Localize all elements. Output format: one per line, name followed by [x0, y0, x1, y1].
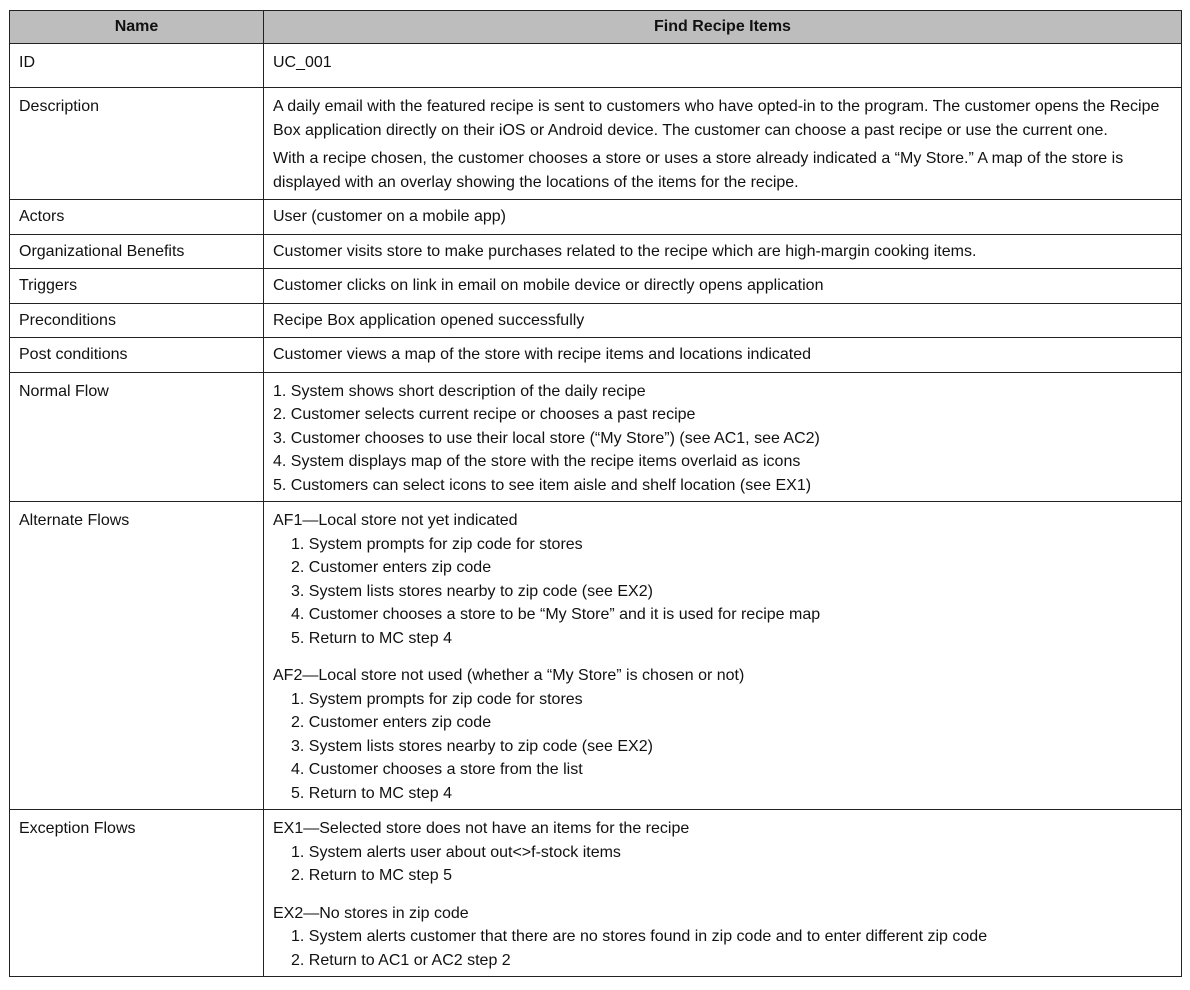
spacer — [273, 650, 1172, 664]
row-id — [10, 44, 1182, 88]
row-label: Triggers — [10, 269, 264, 304]
row-value — [264, 502, 1182, 810]
ex1-title: EX1—Selected store does not have an items for the recipe — [273, 820, 690, 837]
ex1-step: 1. System alerts user about out<>f-stock items — [291, 843, 621, 861]
row-value — [264, 810, 1182, 977]
row-postconditions — [10, 338, 1182, 373]
ex2-title: EX2—No stores in zip code — [273, 904, 469, 922]
row-value — [264, 372, 1182, 502]
row-label: Preconditions — [10, 303, 264, 338]
row-label: Actors — [10, 200, 264, 235]
row-value: Customer visits store to make purchases related to the recipe which are high-margin cooking items. — [264, 234, 1182, 269]
row-value: UC_001 — [264, 44, 1182, 88]
row-alternate-flows — [10, 502, 1182, 810]
af2-step: 4. Customer chooses a store from the list — [291, 761, 583, 778]
af2-step: 2. Customer enters zip code — [291, 714, 492, 731]
row-label: Description — [10, 88, 264, 200]
description-paragraph-1: A daily email with the featured recipe is sent to customers who have opted-in to the program. The customer opens the Recipe Box application directly on their iOS or Android device. The customer can choose a past recipe or use the current one. — [273, 98, 1160, 139]
af2-step: 5. Return to MC step 4 — [291, 784, 452, 802]
af1-step: 4. Customer chooses a store to be “My Store” and it is used for recipe map — [291, 606, 821, 623]
spacer — [273, 888, 1172, 902]
normal-flow-step: 1. System shows short description of the daily recipe — [273, 382, 646, 400]
row-triggers — [10, 269, 1182, 304]
af2-step: 3. System lists stores nearby to zip code (see EX2) — [291, 737, 653, 755]
row-label: Organizational Benefits — [10, 234, 264, 269]
normal-flow-step: 2. Customer selects current recipe or chooses a past recipe — [273, 406, 696, 423]
description-paragraph-2: With a recipe chosen, the customer chooses a store or uses a store already indicated a “My Store.” A map of the store is displayed with an overlay showing the locations of the items for the recipe. — [273, 150, 1124, 191]
af1-step: 5. Return to MC step 4 — [291, 629, 452, 647]
normal-flow-step: 4. System displays map of the store with the recipe items overlaid as icons — [273, 453, 801, 470]
row-value: User (customer on a mobile app) — [264, 200, 1182, 235]
row-label: Alternate Flows — [10, 502, 264, 810]
af2-title: AF2—Local store not used (whether a “My Store” is chosen or not) — [273, 667, 745, 684]
header-name: Name — [10, 11, 264, 44]
row-value — [264, 88, 1182, 200]
row-label: ID — [10, 44, 264, 88]
normal-flow-step: 3. Customer chooses to use their local store (“My Store”) (see AC1, see AC2) — [273, 429, 820, 447]
row-preconditions — [10, 303, 1182, 338]
af1-title: AF1—Local store not yet indicated — [273, 512, 518, 529]
row-value: Customer views a map of the store with recipe items and locations indicated — [264, 338, 1182, 373]
row-organizational-benefits — [10, 234, 1182, 269]
row-normal-flow — [10, 372, 1182, 502]
use-case-table-container — [9, 10, 1181, 977]
af1-step: 1. System prompts for zip code for stores — [291, 535, 583, 553]
af1-step: 2. Customer enters zip code — [291, 559, 492, 576]
ex1-step: 2. Return to MC step 5 — [291, 867, 452, 884]
row-label: Normal Flow — [10, 372, 264, 502]
ex2-step: 1. System alerts customer that there are no stores found in zip code and to enter different zip code — [291, 928, 988, 945]
normal-flow-step: 5. Customers can select icons to see item aisle and shelf location (see EX1) — [273, 476, 812, 494]
af2-step: 1. System prompts for zip code for stores — [291, 690, 583, 708]
ex2-step: 2. Return to AC1 or AC2 step 2 — [291, 951, 511, 969]
header-row — [10, 11, 1182, 44]
use-case-table — [9, 10, 1182, 977]
header-title: Find Recipe Items — [264, 11, 1182, 44]
af1-step: 3. System lists stores nearby to zip code (see EX2) — [291, 582, 653, 600]
row-value: Recipe Box application opened successfully — [264, 303, 1182, 338]
row-value: Customer clicks on link in email on mobile device or directly opens application — [264, 269, 1182, 304]
row-label: Post conditions — [10, 338, 264, 373]
row-label: Exception Flows — [10, 810, 264, 977]
row-exception-flows — [10, 810, 1182, 977]
row-actors — [10, 200, 1182, 235]
row-description — [10, 88, 1182, 200]
